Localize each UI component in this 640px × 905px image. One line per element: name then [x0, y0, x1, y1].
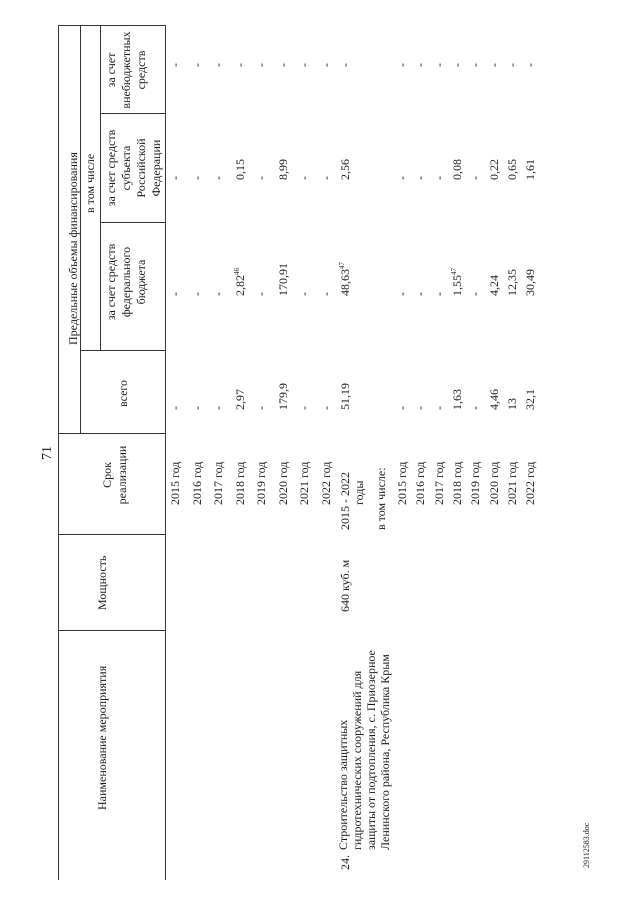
cell-value: 30,49: [523, 269, 538, 296]
cell-regional: [254, 176, 269, 180]
cell-extra: [505, 63, 520, 67]
cell-value: 32,1: [523, 389, 538, 410]
cell-value: -: [468, 406, 483, 410]
header-divider-total: [80, 350, 165, 351]
cell-value: 2017 год: [431, 461, 446, 505]
cell-value: 13: [504, 398, 519, 410]
cell-extra: [297, 63, 312, 67]
cell-year: [211, 462, 226, 505]
cell-value: -: [468, 63, 483, 67]
cell-value: -: [318, 176, 333, 180]
cell-total: [413, 406, 428, 410]
cell-value: -: [486, 63, 501, 67]
cell-extra: [523, 63, 538, 67]
cell-value: 4,24: [486, 275, 501, 296]
header-federal: за счет средств федерального бюджета: [104, 243, 148, 321]
cell-federal: [505, 269, 520, 296]
cell-value: -: [318, 292, 333, 296]
cell-extra: [190, 63, 205, 67]
header-extra: за счет внебюджетных средств: [104, 31, 148, 109]
header-divider-regional: [100, 113, 165, 114]
cell-federal: [168, 292, 183, 296]
cell-value: 1,55: [449, 275, 464, 296]
cell-value: -: [431, 292, 446, 296]
header-left-border: [58, 25, 59, 880]
cell-year: [233, 462, 248, 505]
cell-value: -: [431, 176, 446, 180]
header-divider-federal: [100, 222, 165, 223]
cell-total: [276, 383, 291, 410]
cell-value: 2020 год: [275, 461, 290, 505]
cell-value: -: [211, 406, 225, 410]
cell-year: [468, 462, 483, 505]
cell-value: 0,15: [232, 159, 247, 180]
cell-extra: [450, 63, 465, 67]
cell-federal: [413, 292, 428, 296]
cell-year: [413, 462, 428, 505]
cell-value: -: [449, 63, 464, 67]
item-capacity: 640 куб. м: [338, 559, 352, 612]
cell-value: -: [211, 63, 225, 67]
cell-total: [233, 389, 248, 410]
cell-value: -: [395, 406, 409, 410]
cell-extra: [395, 63, 410, 67]
cell-year: [297, 462, 312, 505]
cell-value: 0,08: [449, 159, 464, 180]
cell-total: [297, 406, 312, 410]
cell-year: [395, 462, 410, 505]
cell-extra: [468, 63, 483, 67]
cell-value: -: [254, 406, 268, 410]
cell-regional: [211, 176, 226, 180]
cell-federal: [468, 292, 483, 296]
cell-year: [276, 462, 291, 505]
header-divider-name: [58, 630, 165, 631]
cell-value: -: [189, 63, 204, 67]
cell-value: -: [254, 176, 268, 180]
cell-total: [523, 389, 538, 410]
cell-value: 12,35: [504, 269, 519, 296]
cell-value: -: [232, 63, 247, 67]
header-top-border: [58, 25, 165, 26]
cell-regional: [413, 176, 428, 180]
cell-extra: [254, 63, 269, 67]
cell-value: -: [168, 406, 182, 410]
cell-value: -: [395, 176, 409, 180]
header-total: всего: [116, 379, 130, 407]
cell-year: [168, 462, 183, 505]
cell-value: -: [254, 292, 268, 296]
header-bottom-border: [165, 25, 166, 880]
cell-value: 2020 год: [486, 461, 501, 505]
cell-total: [450, 389, 465, 410]
cell-value: 2022 год: [523, 461, 538, 505]
cell-value: -: [297, 176, 311, 180]
cell-value: -: [523, 63, 538, 67]
cell-regional: [276, 159, 291, 180]
cell-year: [254, 462, 269, 505]
cell-federal: [450, 268, 465, 296]
cell-year: [432, 462, 447, 505]
cell-total: [395, 406, 410, 410]
cell-total: [168, 406, 183, 410]
cell-value: -: [318, 63, 333, 67]
cell-value: -: [413, 292, 428, 296]
footnote-ref: 46: [232, 268, 241, 275]
header-financing: Предельные объемы финансирования: [66, 152, 80, 345]
cell-value: 2016 год: [413, 461, 428, 505]
cell-value: -: [297, 292, 311, 296]
cell-regional: [297, 176, 312, 180]
cell-value: 2019 год: [254, 461, 268, 505]
footer-doc-code: 29112583.doc: [582, 822, 591, 868]
cell-total: [254, 406, 269, 410]
item-period-line2: годы: [352, 480, 366, 505]
cell-value: -: [395, 63, 409, 67]
cell-value: -: [297, 406, 311, 410]
cell-value: 0,22: [486, 159, 501, 180]
cell-year: [487, 462, 502, 505]
cell-value: -: [211, 176, 225, 180]
cell-value: -: [468, 176, 483, 180]
cell-value: 1,61: [523, 159, 538, 180]
item-number: 24.: [338, 855, 352, 870]
cell-value: 2,82: [232, 275, 247, 296]
cell-year: [505, 462, 520, 505]
cell-regional: [190, 176, 205, 180]
header-including: в том числе: [83, 153, 97, 213]
cell-federal: [523, 269, 538, 296]
item-name: Строительство защитных гидротехнических сооружений для защиты от подтопления, с. Приозерное Ленинского района, Республика Крым: [336, 650, 393, 850]
item-regional: 2,56: [338, 159, 352, 180]
cell-value: 2022 год: [318, 461, 333, 505]
cell-value: -: [504, 63, 519, 67]
page-number: 71: [40, 446, 55, 460]
cell-value: -: [413, 63, 428, 67]
header-period: Срок реализации: [100, 445, 129, 505]
cell-federal: [276, 263, 291, 296]
item-extra: -: [338, 63, 352, 67]
cell-value: 2017 год: [211, 461, 225, 505]
header-capacity: Мощность: [95, 555, 109, 610]
item-including: в том числе:: [374, 467, 388, 530]
cell-regional: [450, 159, 465, 180]
cell-value: 2016 год: [189, 461, 204, 505]
cell-value: -: [168, 176, 182, 180]
cell-extra: [432, 63, 447, 67]
cell-federal: [233, 268, 248, 296]
cell-value: -: [168, 63, 182, 67]
cell-extra: [168, 63, 183, 67]
cell-regional: [487, 159, 502, 180]
cell-federal: [432, 292, 447, 296]
cell-value: -: [254, 63, 268, 67]
cell-value: -: [168, 292, 182, 296]
cell-value: -: [431, 63, 446, 67]
cell-value: 2018 год: [232, 461, 247, 505]
cell-value: -: [189, 292, 204, 296]
header-name: Наименование мероприятия: [95, 665, 109, 810]
cell-regional: [505, 159, 520, 180]
cell-value: 2015 год: [395, 461, 409, 505]
cell-federal: [190, 292, 205, 296]
cell-regional: [432, 176, 447, 180]
cell-value: 2018 год: [449, 461, 464, 505]
cell-regional: [233, 159, 248, 180]
cell-value: 8,99: [275, 159, 290, 180]
cell-value: -: [468, 292, 483, 296]
cell-federal: [487, 275, 502, 296]
cell-value: -: [413, 406, 428, 410]
cell-total: [319, 406, 334, 410]
cell-value: -: [211, 292, 225, 296]
cell-value: 2021 год: [504, 461, 519, 505]
cell-regional: [523, 159, 538, 180]
cell-extra: [233, 63, 248, 67]
cell-federal: [297, 292, 312, 296]
cell-total: [468, 406, 483, 410]
cell-total: [190, 406, 205, 410]
cell-extra: [413, 63, 428, 67]
cell-extra: [319, 63, 334, 67]
cell-total: [487, 389, 502, 410]
header-divider-capacity: [58, 534, 165, 535]
cell-regional: [468, 176, 483, 180]
cell-value: -: [275, 63, 290, 67]
cell-value: 2015 год: [168, 461, 182, 505]
cell-value: -: [297, 63, 311, 67]
header-including-line: [100, 25, 101, 350]
item-total: 51,19: [338, 383, 352, 410]
cell-value: 170,91: [275, 263, 290, 296]
cell-value: -: [395, 292, 409, 296]
cell-regional: [319, 176, 334, 180]
cell-value: 2,97: [232, 389, 247, 410]
header-divider-period: [58, 433, 165, 434]
cell-extra: [211, 63, 226, 67]
cell-value: -: [431, 406, 446, 410]
cell-value: 2019 год: [468, 461, 483, 505]
cell-value: 1,63: [449, 389, 464, 410]
cell-federal: [254, 292, 269, 296]
cell-value: -: [413, 176, 428, 180]
item-period-line1: 2015 - 2022: [338, 472, 352, 530]
cell-value: -: [189, 176, 204, 180]
cell-extra: [276, 63, 291, 67]
cell-federal: [395, 292, 410, 296]
cell-regional: [168, 176, 183, 180]
cell-federal: [211, 292, 226, 296]
cell-total: [432, 406, 447, 410]
cell-year: [450, 462, 465, 505]
cell-year: [319, 462, 334, 505]
cell-value: 179,9: [275, 383, 290, 410]
cell-value: -: [189, 406, 204, 410]
cell-total: [505, 398, 520, 410]
header-regional: за счет средств субъекта Российской Федерации: [104, 129, 163, 207]
cell-year: [523, 462, 538, 505]
cell-federal: [319, 292, 334, 296]
cell-year: [190, 462, 205, 505]
cell-value: 0,65: [504, 159, 519, 180]
footnote-ref: 47: [449, 268, 458, 275]
cell-value: 2021 год: [297, 461, 311, 505]
cell-total: [211, 406, 226, 410]
cell-value: 4,46: [486, 389, 501, 410]
cell-value: -: [318, 406, 333, 410]
item-federal: 48,63$^{47}$: [338, 262, 352, 296]
cell-extra: [487, 63, 502, 67]
cell-regional: [395, 176, 410, 180]
